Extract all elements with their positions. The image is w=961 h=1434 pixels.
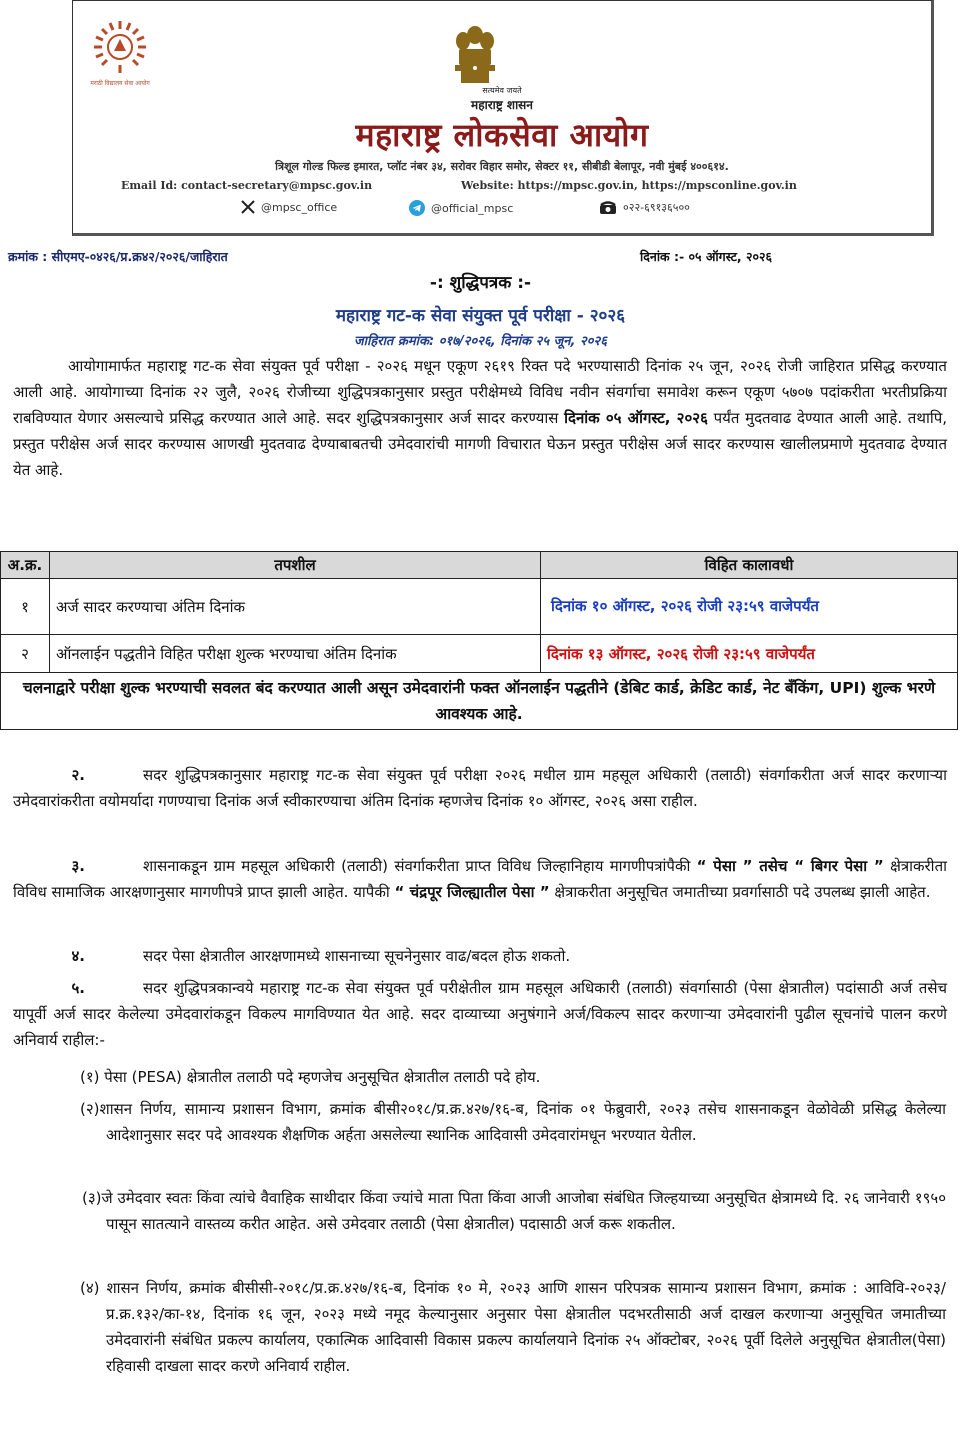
para2-text: सदर शुद्धिपत्रकानुसार महाराष्ट्र गट-क सेवा संयुक्त पूर्व परीक्षा २०२६ मधील ग्राम महसूल अधिकारी (तलाठी) संवर्गाकरीता अर्ज सादर करणाऱ्या उमेदवारांकरीता वयोमर्यादा गणण्याचा दिनांक अर्ज स्वीकारण्याचा अंतिम दिनांक म्हणजेच दिनांक १० ऑगस्ट, २०२६ असा राहील. <box>13 766 947 810</box>
deadline-table <box>0 551 958 730</box>
paragraph-2 <box>13 762 947 814</box>
point-3: (३)जे उमेदवार स्वतः किंवा त्यांचे वैवाहिक साथीदार किंवा ज्यांचे माता पिता किंवा आजी आजोबा संबंधित जिल्हयाच्या अनुसूचित क्षेत्रामध्ये दि. २६ जानेवारी १९५० पासून सातत्याने वास्तव्य करीत आहेत. असे उमेदवार तलाठी (पेसा क्षेत्रातील) पदासाठी अर्ज करू शकतील. <box>82 1189 946 1233</box>
payment-note: चलनाद्वारे परीक्षा शुल्क भरण्याची सवलत बंद करण्यात आली असून उमेदवारांनी फक्त ऑनलाईन पद्धतीने (डेबिट कार्ड, क्रेडिट कार्ड, नेट बँकिंग, UPI) शुल्क भरणे आवश्यक आहे. <box>1 673 958 730</box>
x-handle: @mpsc_office <box>261 200 338 214</box>
para3-text-a: शासनाकडून ग्राम महसूल अधिकारी (तलाठी) संवर्गाकरीता प्राप्त विविध जिल्हानिहाय मागणीपत्रांपैकी <box>143 857 697 875</box>
point-4: (४) शासन निर्णय, क्रमांक बीसीसी-२०१८/प्र.क्र.४२७/१६-ब, दिनांक १० मे, २०२३ आणि शासन परिपत्रक सामान्य प्रशासन विभाग, क्रमांक : आविवि-२०२३/प्र.क्र.१३२/का-१४, दिनांक १६ जून, २०२३ मध्ये नमूद केल्यानुसार अनुसार पेसा क्षेत्रातील पदभरतीसाठी अर्ज दाखल करणाऱ्या अनुसूचित जमातीच्या उमेदवारांनी संबंधित प्रकल्प कार्यालय, एकात्मिक आदिवासी विकास प्रकल्प कार्यालयाने दिनांक २५ ऑक्टोबर, २०२६ पूर्वी दिलेले अनुसूचित क्षेत्रातील(पेसा) रहिवासी दाखला सादर करणे अनिवार्य राहील. <box>80 1279 946 1375</box>
table-row <box>1 579 958 635</box>
para3-text-e: क्षेत्राकरीता अनुसूचित जमातीच्या प्रवर्गासाठी पदे उपलब्ध झाली आहेत. <box>549 883 931 901</box>
advertisement-reference: जाहिरात क्रमांक: ०१७/२०२६, दिनांक २५ जून, २०२६ <box>353 334 608 349</box>
row-detail: अर्ज सादर करण्याचा अंतिम दिनांक <box>50 579 541 635</box>
address: त्रिशूल गोल्ड फिल्ड इमारत, प्लॉट नंबर ३४, सरोवर विहार समोर, सेक्टर ११, सीबीडी बेलापूर, नवी मुंबई ४००६१४. <box>275 160 729 173</box>
x-logo-icon <box>241 200 255 214</box>
website[interactable]: Website: https://mpsc.gov.in, https://mpsconline.gov.in <box>461 179 797 192</box>
para5-text: सदर शुद्धिपत्रकान्वये महाराष्ट्र गट-क सेवा संयुक्त पूर्व परीक्षेतील ग्राम महसूल अधिकारी (तलाठी) संवर्गासाठी (पेसा क्षेत्रातील) पदांसाठी अर्ज तसेच यापूर्वी अर्ज सादर केलेल्या उमेदवारांकडून विकल्प मागविण्यात येत आहे. सदर दाव्याच्या अनुषंगाने अर्ज/विकल्प सादर करणाऱ्या उमेदवारांनी पुढील सूचनांचे पालन करणे अनिवार्य राहील:- <box>13 979 947 1049</box>
logo-text: मराठी विद्यालय सेवा आयोग <box>90 80 150 87</box>
phone-number: ०२२-६९१३६५०० <box>623 201 690 214</box>
reference-number: क्रमांक : सीएमए-०४२६/प्र.क्र४२/२०२६/जाहिरात <box>8 249 228 264</box>
para3-bold-pesa: “ पेसा ” तसेच “ बिगर पेसा ” <box>696 857 884 875</box>
para1-bold-date: दिनांक ०५ ऑगस्ट, २०२६ <box>564 409 708 427</box>
telegram-icon <box>409 200 425 216</box>
national-emblem-icon <box>445 21 505 87</box>
point-2: (२)शासन निर्णय, सामान्य प्रशासन विभाग, क्रमांक बीसी२०१८/प्र.क्र.४२७/१६-ब, दिनांक ०१ फेब्रुवारी, २०२३ तसेच शासनाकडून वेळोवेळी प्रसिद्ध केलेल्या आदेशानुसार सदर पदे आवश्यक शैक्षणिक अर्हता असलेल्या स्थानिक आदिवासी उमेदवारांमधून भरण्यात येतील. <box>80 1100 946 1144</box>
para4-number: ४. <box>71 947 85 965</box>
para1-text-b: पर्यंत मुदतवाढ देण्यात आली आहे. तथापि, प्रस्तुत परीक्षेस अर्ज सादर करण्यास आणखी मुदतवाढ देण्याबाबतची उमेदवारांची मागणी विचारात घेऊन प्रस्तुत परीक्षेस अर्ज सादर करण्यास खालीलप्रमाणे मुदतवाढ देण्यात येत आहे. <box>13 409 948 479</box>
point-1: (१) पेसा (PESA) क्षेत्रातील तलाठी पदे म्हणजेच अनुसूचित क्षेत्रातील तलाठी पदे होय. <box>80 1068 541 1086</box>
para5-number: ५. <box>71 979 85 997</box>
col-header-sr: अ.क्र. <box>1 552 50 579</box>
row-period: दिनांक १० ऑगस्ट, २०२६ रोजी २३:५९ वाजेपर्यंत <box>541 579 958 635</box>
motto: सत्यमेव जयते <box>482 86 522 95</box>
para2-number: २. <box>71 766 85 784</box>
organization-title: महाराष्ट्र लोकसेवा आयोग <box>355 116 649 154</box>
phone-contact <box>599 200 690 215</box>
telegram-social[interactable] <box>409 200 513 216</box>
row-number: १ <box>1 579 50 635</box>
telegram-handle: @official_mpsc <box>431 201 514 215</box>
paragraph-5 <box>13 975 947 1053</box>
para3-number: ३. <box>71 857 85 875</box>
paragraph-4 <box>13 943 947 969</box>
email[interactable]: Email Id: contact-secretary@mpsc.gov.in <box>121 179 373 192</box>
government-name: महाराष्ट्र शासन <box>471 98 533 112</box>
table-header-row <box>1 552 958 579</box>
x-social[interactable] <box>241 200 337 214</box>
row-number: २ <box>1 635 50 673</box>
letterhead <box>72 0 934 236</box>
table-note-row <box>1 673 958 730</box>
corrigendum-title: -: शुद्धिपत्रक :- <box>429 273 532 293</box>
exam-title: महाराष्ट्र गट-क सेवा संयुक्त पूर्व परीक्षा - २०२६ <box>335 306 626 326</box>
col-header-period: विहित कालावधी <box>541 552 958 579</box>
col-header-detail: तपशील <box>50 552 541 579</box>
mpsc-logo-icon <box>83 17 157 91</box>
row-detail: ऑनलाईन पद्धतीने विहित परीक्षा शुल्क भरण्याचा अंतिम दिनांक <box>50 635 541 673</box>
para1-text-a: आयोगामार्फत महाराष्ट्र गट-क सेवा संयुक्त पूर्व परीक्षा - २०२६ मधून एकूण २६१९ रिक्त पदे भरण्यासाठी दिनांक २५ जून, २०२६ रोजी जाहिरात प्रसिद्ध करण्यात आली आहे. आयोगाच्या दिनांक २२ जुलै, २०२६ रोजीच्या शुद्धिपत्रकानुसार प्रस्तुत परीक्षेमध्ये विविध नवीन संवर्गाचा समावेश करून एकूण ५७०७ पदांकरीता भरतीप्रक्रिया राबविण्यात येणार असल्याचे प्रसिद्ध करण्यात आले आहे. सदर शुद्धिपत्रकानुसार अर्ज सादर करण्यास <box>13 357 947 427</box>
para3-text-c: क्षेत्राकरीता विविध सामाजिक आरक्षणानुसार मागणीपत्रे प्राप्त झाली आहेत. यापैकी <box>13 857 948 901</box>
para3-bold-chandrapur: “ चंद्रपूर जिल्ह्यातील पेसा ” <box>394 883 550 901</box>
paragraph-3 <box>13 853 947 905</box>
para4-text: सदर पेसा क्षेत्रातील आरक्षणामध्ये शासनाच्या सूचनेनुसार वाढ/बदल होऊ शकतो. <box>143 947 571 965</box>
phone-icon <box>599 201 617 215</box>
table-row <box>1 635 958 673</box>
notice-date: दिनांक :- ०५ ऑगस्ट, २०२६ <box>640 249 772 264</box>
row-period: दिनांक १३ ऑगस्ट, २०२६ रोजी २३:५९ वाजेपर्यंत <box>541 635 958 673</box>
intro-paragraph <box>13 353 947 483</box>
